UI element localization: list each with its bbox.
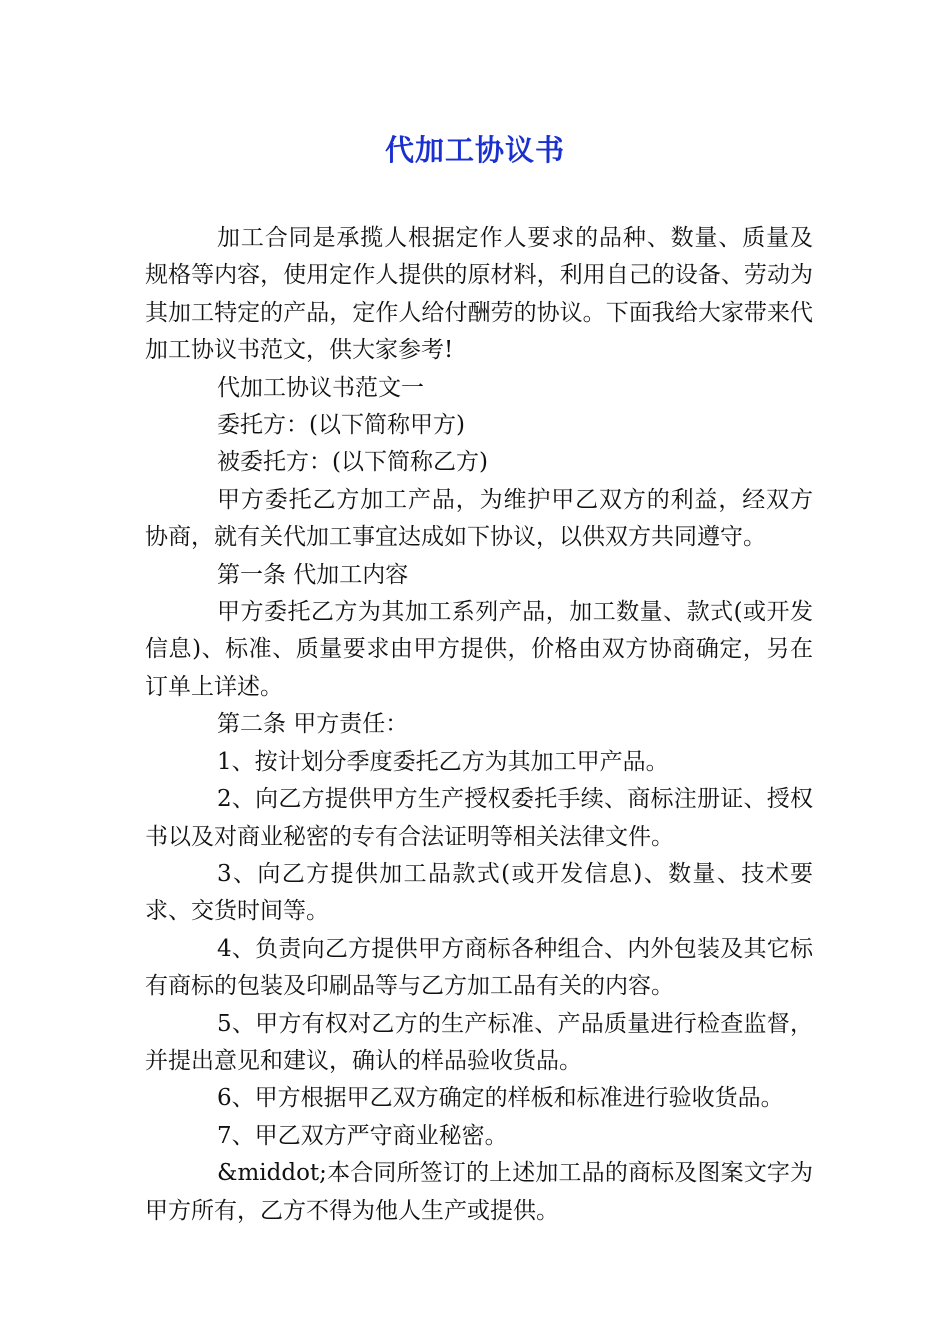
paragraph-item-3: 3、向乙方提供加工品款式(或开发信息)、数量、技术要求、交货时间等。 <box>145 860 813 925</box>
paragraph-item-1: 1、按计划分季度委托乙方为其加工甲产品。 <box>217 748 669 775</box>
paragraph-article-1-body: 甲方委托乙方为其加工系列产品，加工数量、款式(或开发信息)、标准、质量要求由甲方提供，价格由双方协商确定，另在订单上详述。 <box>145 599 813 700</box>
paragraph-item-7: 7、甲乙双方严守商业秘密。 <box>217 1122 508 1149</box>
paragraph-article-2-heading: 第二条 甲方责任： <box>217 711 409 738</box>
paragraph-article-1-heading: 第一条 代加工内容 <box>217 561 409 588</box>
paragraph-item-5: 5、甲方有权对乙方的生产标准、产品质量进行检查监督，并提出意见和建议，确认的样品验收货品。 <box>145 1010 813 1074</box>
paragraph-contractor: 被委托方：(以下简称乙方) <box>217 449 488 476</box>
paragraph-item-4: 4、负责向乙方提供甲方商标各种组合、内外包装及其它标有商标的包装及印刷品等与乙方加工品有关的内容。 <box>145 935 813 1000</box>
document-body <box>145 220 813 1230</box>
paragraph-intro: 加工合同是承揽人根据定作人要求的品种、数量、质量及规格等内容，使用定作人提供的原材料，利用自己的设备、劳动为其加工特定的产品，定作人给付酬劳的协议。下面我给大家带来代加工协议书范文，供大家参考! <box>145 225 813 364</box>
paragraph-preamble: 甲方委托乙方加工产品，为维护甲乙双方的利益，经双方协商，就有关代加工事宜达成如下协议，以供双方共同遵守。 <box>145 486 813 551</box>
document-title: 代加工协议书 <box>384 133 565 167</box>
paragraph-item-2: 2、向乙方提供甲方生产授权委托手续、商标注册证、授权书以及对商业秘密的专有合法证明等相关法律文件。 <box>145 786 813 850</box>
paragraph-sample-heading: 代加工协议书范文一 <box>217 374 424 401</box>
paragraph-item-6: 6、甲方根据甲乙双方确定的样板和标准进行验收货品。 <box>217 1085 784 1112</box>
paragraph-trademark-clause: &middot;本合同所签订的上述加工品的商标及图案文字为甲方所有，乙方不得为他人生产或提供。 <box>145 1160 813 1224</box>
paragraph-client: 委托方：(以下简称甲方) <box>217 412 465 439</box>
